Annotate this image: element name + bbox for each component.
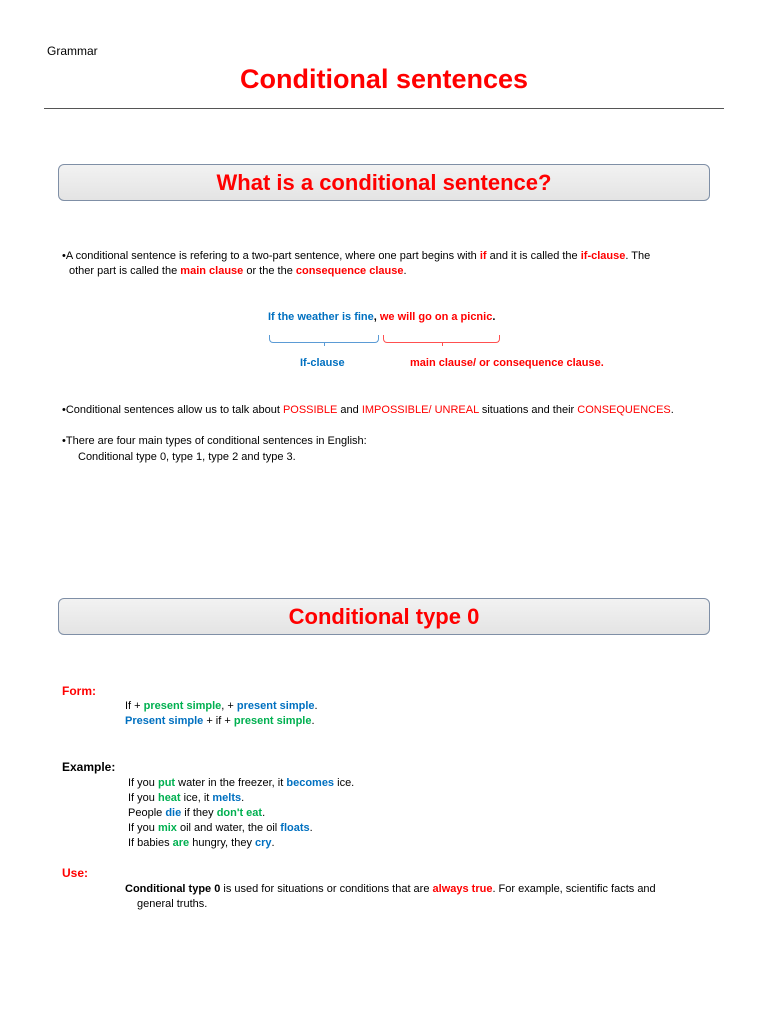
types-paragraph [62, 434, 367, 449]
section-heading-type-0: Conditional type 0 [58, 598, 710, 635]
text: if they [181, 807, 217, 819]
text: . [492, 311, 496, 323]
verb-main-clause: becomes [286, 777, 335, 789]
text: A conditional sentence is refering to a two-part sentence, where one part begins with [65, 250, 480, 262]
text: , [373, 311, 377, 323]
bullet: • [62, 250, 66, 262]
term-type-0: Conditional type 0 [125, 883, 221, 895]
text: . [314, 700, 318, 712]
example-label: Example: [62, 760, 116, 774]
text: If + [125, 700, 144, 712]
verb-if-clause: don't eat [216, 807, 263, 819]
text: + if + [203, 715, 234, 727]
text: and [337, 404, 362, 416]
form-label: Form: [62, 684, 96, 698]
text: There are four main types of conditional sentences in English: [65, 435, 367, 447]
text: . [241, 792, 245, 804]
keyword-impossible: IMPOSSIBLE/ UNREAL [361, 404, 479, 416]
main-clause-brace [383, 335, 500, 343]
text: Conditional sentences allow us to talk about [65, 404, 283, 416]
present-simple-term: present simple [143, 700, 222, 712]
keyword-consequence-clause: consequence clause [295, 265, 404, 277]
subject-label: Grammar [47, 44, 98, 58]
keyword-always-true: always true [432, 883, 493, 895]
text: is used for situations or conditions that are [220, 883, 433, 895]
section-heading-what-is: What is a conditional sentence? [58, 164, 710, 201]
keyword-if-clause: if-clause [580, 250, 626, 262]
page-title: Conditional sentences [239, 64, 529, 94]
text: . [311, 715, 315, 727]
verb-main-clause: floats [280, 822, 310, 834]
verb-if-clause: heat [157, 792, 181, 804]
keyword-if: if [479, 250, 487, 262]
example-line [128, 791, 244, 806]
verb-if-clause: are [172, 837, 190, 849]
text: situations and their [478, 404, 578, 416]
example-line [128, 776, 354, 791]
form-line-1 [125, 699, 318, 714]
text: If you [128, 792, 158, 804]
text: oil and water, the oil [176, 822, 281, 834]
keyword-consequences: CONSEQUENCES [577, 404, 671, 416]
example-line [128, 821, 313, 836]
text: . [670, 404, 674, 416]
text: general truths. [137, 898, 208, 910]
verb-if-clause: mix [157, 822, 177, 834]
example-line [128, 836, 275, 851]
present-simple-term: present simple [233, 715, 312, 727]
text: If babies [128, 837, 173, 849]
definition-paragraph [62, 249, 702, 279]
text: water in the freezer, it [175, 777, 287, 789]
text: . [262, 807, 266, 819]
main-clause-label: main clause/ or consequence clause. [410, 357, 604, 369]
use-label: Use: [62, 866, 89, 880]
possibility-paragraph [62, 403, 674, 418]
text: ice, it [180, 792, 213, 804]
text: . For example, scientific facts and [492, 883, 656, 895]
text: People [128, 807, 166, 819]
form-line-2 [125, 714, 315, 729]
verb-if-clause: put [157, 777, 176, 789]
present-simple-term: Present simple [125, 715, 204, 727]
present-simple-term: present simple [236, 700, 315, 712]
bullet: • [62, 435, 66, 447]
text: ice. [334, 777, 355, 789]
text: other part is called the [69, 265, 181, 277]
text: . The [625, 250, 651, 262]
example-if-part: If the weather is fine [268, 311, 374, 323]
verb-main-clause: cry [255, 837, 272, 849]
verb-main-clause: melts [212, 792, 242, 804]
text: or the the [243, 265, 296, 277]
if-clause-brace [269, 335, 379, 343]
if-clause-label: If-clause [300, 357, 345, 369]
example-sentence [268, 311, 495, 323]
bullet: • [62, 404, 66, 416]
text: and it is called the [486, 250, 581, 262]
text: . [271, 837, 275, 849]
example-line [128, 806, 265, 821]
text: hungry, they [189, 837, 256, 849]
text: If you [128, 822, 158, 834]
keyword-possible: POSSIBLE [282, 404, 338, 416]
keyword-main-clause: main clause [180, 265, 244, 277]
text: , + [221, 700, 237, 712]
types-list-line: Conditional type 0, type 1, type 2 and type 3. [78, 451, 296, 463]
use-paragraph [125, 882, 695, 912]
title-divider [44, 108, 724, 109]
text: . [403, 265, 407, 277]
text: If you [128, 777, 158, 789]
text: . [309, 822, 313, 834]
verb-main-clause: die [165, 807, 182, 819]
example-main-part: we will go on a picnic [376, 311, 493, 323]
